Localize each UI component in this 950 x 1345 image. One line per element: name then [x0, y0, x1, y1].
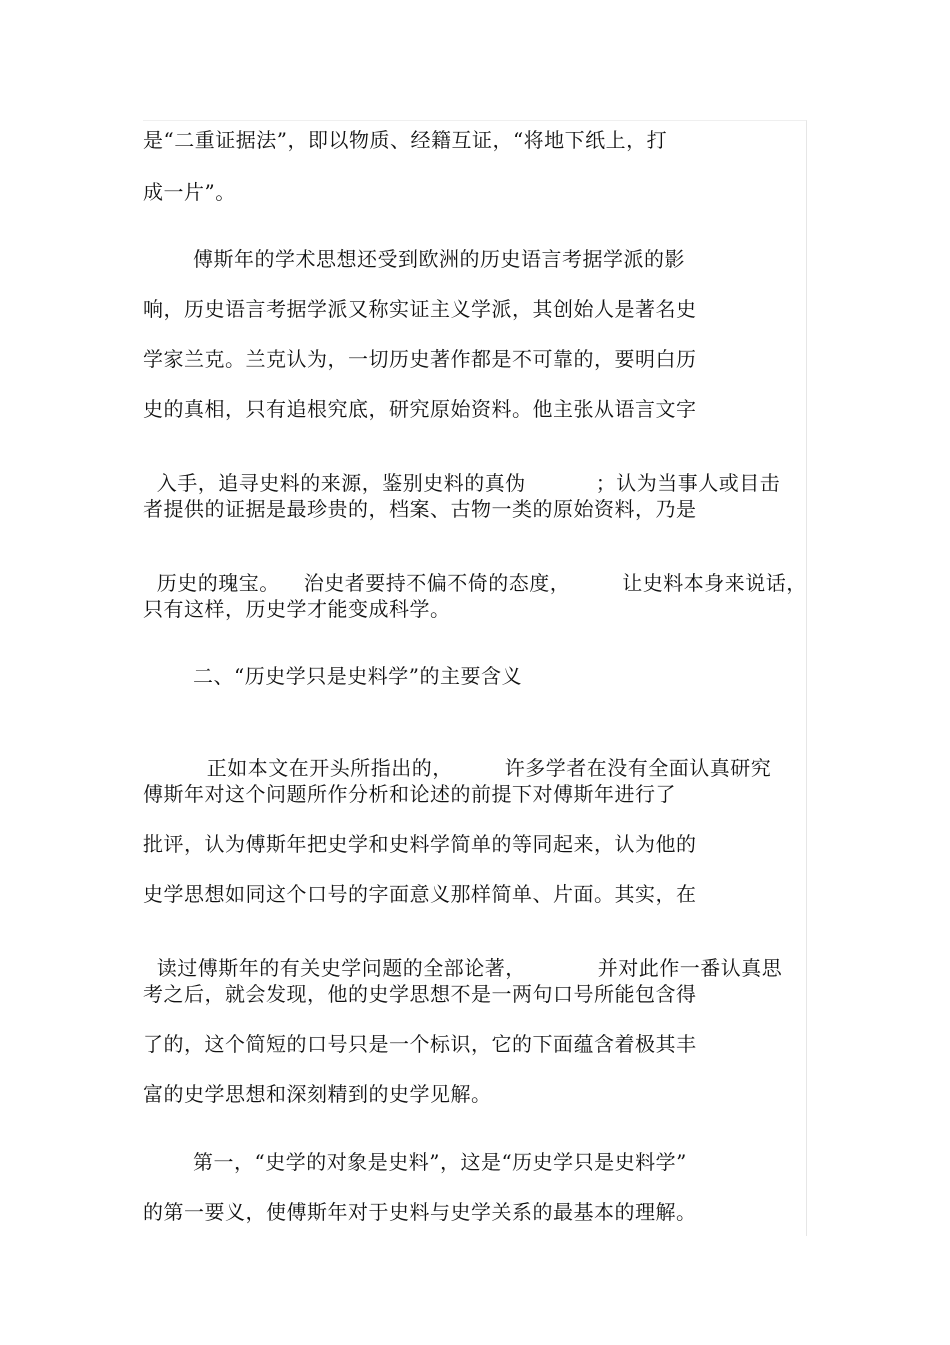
text-segment: 入手，追寻史料的来源，鉴别史料的真伪: [156, 471, 526, 495]
text-line-19: 富的史学思想和深刻精到的史学见解。: [143, 1082, 492, 1106]
text-line-4: 响，历史语言考据学派又称实证主义学派，其创始人是著名史: [143, 297, 697, 321]
text-line-9: [143, 547, 807, 595]
text-line-14: 批评，认为傅斯年把史学和史料学简单的等同起来，认为他的: [143, 832, 697, 856]
text-line-13: 傅斯年对这个问题所作分析和论述的前提下对傅斯年进行了: [143, 782, 676, 806]
text-line-16: [143, 932, 782, 980]
text-line-18: 了的，这个简短的口号只是一个标识，它的下面蕴含着极其丰: [143, 1032, 697, 1056]
text-line-21: 的第一要义，使傅斯年对于史料与史学关系的最基本的理解。: [143, 1200, 697, 1224]
text-line-8: 者提供的证据是最珍贵的，档案、古物一类的原始资料，乃是: [143, 497, 697, 521]
text-line-7: [143, 447, 780, 495]
text-line-10: 只有这样，历史学才能变成科学。: [143, 597, 451, 621]
text-segment: 并对此作一番认真思: [597, 956, 783, 980]
text-segment: 正如本文在开头所指出的，: [206, 756, 453, 780]
text-segment: 读过傅斯年的有关史学问题的全部论著，: [156, 956, 526, 980]
text-line-17: 考之后，就会发现，他的史学思想不是一两句口号所能包含得: [143, 982, 697, 1006]
text-line-6: 史的真相，只有追根究底，研究原始资料。他主张从语言文字: [143, 397, 697, 421]
paragraph-5-line-1: 第一，“史学的对象是史料”，这是“历史学只是史料学”: [193, 1150, 687, 1174]
text-segment: ；认为当事人或目击: [595, 471, 781, 495]
text-line-5: 学家兰克。兰克认为，一切历史著作都是不可靠的，要明白历: [143, 347, 697, 371]
section-heading: 二、“历史学只是史料学”的主要含义: [193, 664, 522, 688]
text-segment: 让史料本身来说话，: [622, 571, 807, 595]
text-segment: 历史的瑰宝。: [156, 571, 280, 595]
text-line-1: 是“二重证据法”，即以物质、经籍互证，“将地下纸上，打: [143, 128, 668, 152]
text-line-2: 成一片”。: [143, 180, 236, 204]
text-segment: 许多学者在没有全面认真研究: [504, 756, 772, 780]
text-line-15: 史学思想如同这个口号的字面意义那样简单、片面。其实，在: [143, 882, 697, 906]
paragraph-2-line-1: 傅斯年的学术思想还受到欧洲的历史语言考据学派的影: [193, 247, 685, 271]
text-segment: 治史者要持不偏不倚的态度，: [303, 571, 571, 595]
paragraph-4-line-1: [193, 732, 771, 780]
